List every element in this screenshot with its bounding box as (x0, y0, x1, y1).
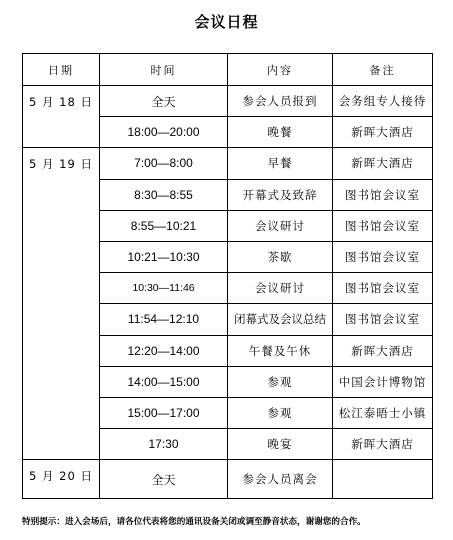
content-cell: 会议研讨 (228, 273, 333, 304)
content-cell: 参观 (228, 397, 333, 428)
time-cell: 15:00—17:00 (100, 397, 228, 428)
remark-cell: 新晖大酒店 (333, 148, 433, 179)
date-cell: 5 月 18 日 (23, 86, 100, 148)
remark-cell: 中国会计博物馆 (333, 366, 433, 397)
schedule-table (22, 53, 433, 499)
time-cell: 全天 (100, 460, 228, 499)
table-row (23, 86, 433, 117)
time-cell: 14:00—15:00 (100, 366, 228, 397)
content-cell: 晚宴 (228, 429, 333, 460)
time-cell: 8:55—10:21 (100, 210, 228, 241)
remark-cell: 图书馆会议室 (333, 210, 433, 241)
content-cell: 茶歇 (228, 241, 333, 272)
table-row (23, 460, 433, 499)
content-cell: 午餐及午休 (228, 335, 333, 366)
time-cell: 11:54—12:10 (100, 304, 228, 335)
time-cell: 8:30—8:55 (100, 179, 228, 210)
content-cell: 参会人员报到 (228, 86, 333, 117)
remark-cell: 会务组专人接待 (333, 86, 433, 117)
remark-cell: 新晖大酒店 (333, 117, 433, 148)
content-cell: 参观 (228, 366, 333, 397)
remark-cell: 图书馆会议室 (333, 273, 433, 304)
remark-cell: 图书馆会议室 (333, 179, 433, 210)
remark-cell: 松江泰晤士小镇 (333, 397, 433, 428)
header-time: 时间 (100, 54, 228, 86)
time-cell: 10:21—10:30 (100, 241, 228, 272)
remark-cell: 新晖大酒店 (333, 429, 433, 460)
special-notice: 特别提示：进入会场后，请各位代表将您的通讯设备关闭或调至静音状态，谢谢您的合作。 (22, 517, 366, 527)
remark-cell: 新晖大酒店 (333, 335, 433, 366)
time-cell: 10:30—11:46 (100, 273, 228, 304)
time-cell: 全天 (100, 86, 228, 117)
table-row (23, 148, 433, 179)
remark-cell: 图书馆会议室 (333, 241, 433, 272)
header-date: 日期 (23, 54, 100, 86)
time-cell: 7:00—8:00 (100, 148, 228, 179)
table-header-row (23, 54, 433, 86)
content-cell: 早餐 (228, 148, 333, 179)
remark-cell (333, 460, 433, 499)
date-cell: 5 月 20 日 (23, 460, 100, 499)
time-cell: 12:20—14:00 (100, 335, 228, 366)
header-remark: 备注 (333, 54, 433, 86)
content-cell: 会议研讨 (228, 210, 333, 241)
content-cell: 参会人员离会 (228, 460, 333, 499)
date-cell: 5 月 19 日 (23, 148, 100, 460)
content-cell: 晚餐 (228, 117, 333, 148)
page-title: 会议日程 (194, 13, 259, 31)
time-cell: 17:30 (100, 429, 228, 460)
remark-cell: 图书馆会议室 (333, 304, 433, 335)
time-cell: 18:00—20:00 (100, 117, 228, 148)
content-cell: 开幕式及致辞 (228, 179, 333, 210)
content-cell: 闭幕式及会议总结 (228, 304, 333, 335)
header-content: 内容 (228, 54, 333, 86)
